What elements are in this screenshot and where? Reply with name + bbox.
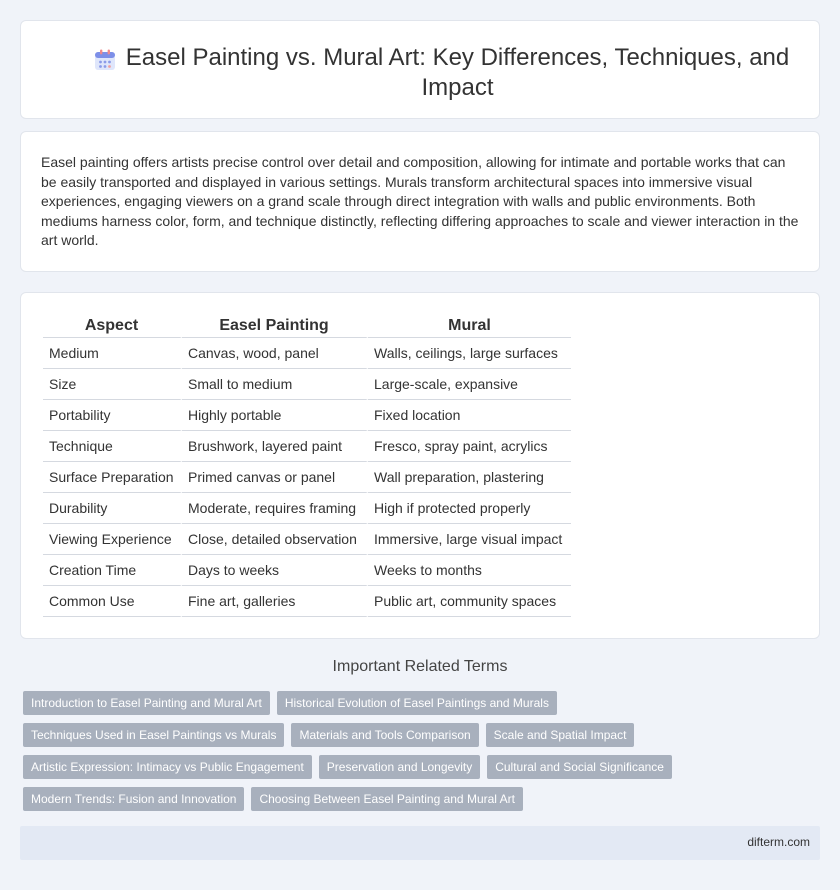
table-cell: Surface Preparation — [43, 462, 182, 493]
table-cell: Wall preparation, plastering — [368, 462, 571, 493]
footer-brand[interactable]: difterm.com — [747, 835, 810, 849]
intro-text: Easel painting offers artists precise control over detail and composition, allowing for intimate and portable works that can be easily transported and displayed in various settings. Murals transform architectural spaces into immersive visual experiences, engaging viewers on a grand scale through direct integration with walls and public environments. Both mediums harness color, form, and technique distinctly, reflecting differing approaches to scale and viewer interaction in the art world. — [41, 154, 799, 248]
table-cell: Creation Time — [43, 555, 182, 586]
table-cell: Public art, community spaces — [368, 586, 571, 617]
table-cell: Immersive, large visual impact — [368, 524, 571, 555]
footer-bar — [20, 826, 820, 860]
table-row — [43, 431, 571, 462]
table-cell: High if protected properly — [368, 493, 571, 524]
tag-row — [23, 787, 683, 811]
related-term-link[interactable]: Artistic Expression: Intimacy vs Public Engagement — [23, 755, 312, 779]
table-row — [43, 493, 571, 524]
table-cell: Medium — [43, 338, 182, 369]
table-cell: Canvas, wood, panel — [182, 338, 368, 369]
table-cell: Fine art, galleries — [182, 586, 368, 617]
page-title: Easel Painting vs. Mural Art: Key Differences, Techniques, and Impact — [125, 44, 790, 101]
table-header-row — [43, 315, 571, 338]
tag-row — [23, 723, 683, 747]
table-row — [43, 586, 571, 617]
table-row — [43, 555, 571, 586]
related-term-link[interactable]: Historical Evolution of Easel Paintings and Murals — [277, 691, 557, 715]
related-term-link[interactable]: Preservation and Longevity — [319, 755, 480, 779]
calendar-icon — [93, 48, 117, 72]
table-cell: Fresco, spray paint, acrylics — [368, 431, 571, 462]
table-cell: Size — [43, 369, 182, 400]
table-cell: Walls, ceilings, large surfaces — [368, 338, 571, 369]
table-cell: Highly portable — [182, 400, 368, 431]
table-row — [43, 369, 571, 400]
table-cell: Common Use — [43, 586, 182, 617]
tag-row — [23, 691, 683, 715]
column-header-easel: Easel Painting — [182, 315, 368, 338]
table-cell: Durability — [43, 493, 182, 524]
table-cell: Brushwork, layered paint — [182, 431, 368, 462]
related-term-link[interactable]: Choosing Between Easel Painting and Mural Art — [251, 787, 523, 811]
related-term-link[interactable]: Techniques Used in Easel Paintings vs Murals — [23, 723, 284, 747]
related-term-link[interactable]: Materials and Tools Comparison — [291, 723, 478, 747]
related-term-link[interactable]: Introduction to Easel Painting and Mural Art — [23, 691, 270, 715]
column-header-mural: Mural — [368, 315, 571, 338]
table-cell: Small to medium — [182, 369, 368, 400]
tag-row — [23, 755, 683, 779]
column-header-aspect: Aspect — [43, 315, 182, 338]
intro-card — [20, 131, 820, 272]
comparison-table — [43, 315, 571, 617]
table-row — [43, 462, 571, 493]
title-card — [20, 20, 820, 119]
table-cell: Primed canvas or panel — [182, 462, 368, 493]
table-cell: Portability — [43, 400, 182, 431]
table-row — [43, 400, 571, 431]
table-cell: Days to weeks — [182, 555, 368, 586]
related-terms-list — [23, 691, 683, 819]
table-cell: Moderate, requires framing — [182, 493, 368, 524]
table-cell: Close, detailed observation — [182, 524, 368, 555]
related-term-link[interactable]: Scale and Spatial Impact — [486, 723, 635, 747]
comparison-card — [20, 292, 820, 639]
related-term-link[interactable]: Cultural and Social Significance — [487, 755, 672, 779]
table-cell: Weeks to months — [368, 555, 571, 586]
table-cell: Large-scale, expansive — [368, 369, 571, 400]
table-cell: Technique — [43, 431, 182, 462]
related-term-link[interactable]: Modern Trends: Fusion and Innovation — [23, 787, 244, 811]
table-row — [43, 338, 571, 369]
related-terms-heading: Important Related Terms — [332, 658, 508, 675]
table-cell: Fixed location — [368, 400, 571, 431]
table-cell: Viewing Experience — [43, 524, 182, 555]
table-row — [43, 524, 571, 555]
